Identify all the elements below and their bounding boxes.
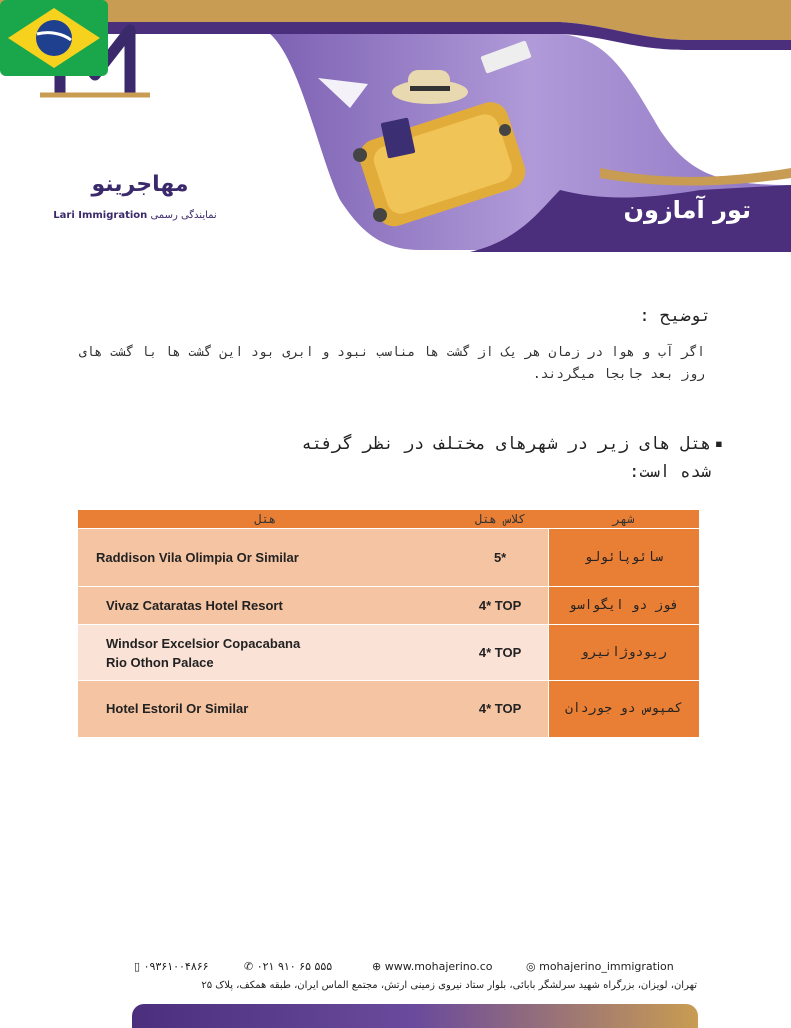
header-city: شهر <box>548 510 699 529</box>
description-title: توضیح : <box>639 306 711 326</box>
footer-instagram[interactable] <box>526 960 674 973</box>
phone-number: ۰۲۱ ۹۱۰ ۶۵ ۵۵۵ <box>256 960 333 973</box>
brazil-flag-icon <box>0 0 108 76</box>
instagram-handle: mohajerino_immigration <box>539 960 674 973</box>
brand-subtitle-en: Lari Immigration <box>53 210 148 221</box>
city-cell: فوز دو ایگواسو <box>548 587 699 625</box>
city-cell: سائوپائولو <box>548 529 699 587</box>
table-row <box>78 529 699 587</box>
footer-mobile[interactable] <box>134 960 209 973</box>
mobile-number: ۰۹۳۶۱۰۰۴۸۶۶ <box>143 960 209 973</box>
hotel-cell <box>78 529 453 587</box>
hotel-name: Vivaz Cataratas Hotel Resort <box>106 598 283 613</box>
hotel-name-line2: Rio Othon Palace <box>106 654 214 670</box>
instagram-icon: ◎ <box>526 960 536 973</box>
class-cell: 4* TOP <box>453 681 549 737</box>
mobile-icon: ▯ <box>134 960 141 973</box>
tour-title: تور آمازون <box>623 196 751 224</box>
hotels-intro-line1: هتل های زیر در شهرهای مختلف در نظر گرفته <box>301 434 711 454</box>
hotels-intro-line2: شده است: <box>629 462 711 482</box>
hotels-table <box>78 510 699 737</box>
header-class: کلاس هتل <box>453 510 549 529</box>
hotels-intro <box>191 430 723 486</box>
hotel-cell <box>78 681 453 737</box>
class-cell: 5* <box>453 529 549 587</box>
brand-subtitle-prefix: نمایندگی رسمی <box>150 210 217 221</box>
footer-phone[interactable] <box>244 960 332 973</box>
table-row <box>78 625 699 681</box>
bullet-icon: ▪ <box>714 436 723 452</box>
footer-bar <box>132 1004 698 1028</box>
table-row <box>78 681 699 737</box>
class-cell: 4* TOP <box>453 587 549 625</box>
city-cell: کمپوس دو جوردان <box>548 681 699 737</box>
footer-address: تهران، لویزان، بزرگراه شهید سرلشگر بابائی، بلوار ستاد نیروی زمینی ارتش، مجتمع الماس ایران، طبقه همکف، پلاک ۲۵ <box>201 980 697 991</box>
phone-icon: ✆ <box>244 960 254 973</box>
website-link: www.mohajerino.co <box>384 960 493 973</box>
brand-subtitle <box>40 210 230 221</box>
footer-contacts <box>132 960 698 978</box>
hotel-name: Hotel Estoril Or Similar <box>106 701 249 717</box>
brand-name: مهاجرینو <box>91 172 189 197</box>
city-cell: ریودوژانیرو <box>548 625 699 681</box>
header-banner <box>0 0 791 260</box>
table-header-row <box>78 510 699 529</box>
hotel-name: Raddison Vila Olimpia Or Similar <box>96 550 299 565</box>
description-body: اگر آب و هوا در زمان هر یک از گشت ها مناسب نبود و ابری بود این گشت ها با گشت های روز بعد جابجا میگردند. <box>78 345 705 382</box>
globe-icon: ⊕ <box>372 960 382 973</box>
footer-website[interactable] <box>372 960 493 973</box>
hotel-cell <box>78 625 453 681</box>
class-cell: 4* TOP <box>453 625 549 681</box>
hotel-name: Windsor Excelsior Copacabana <box>106 635 301 651</box>
hotel-cell <box>78 587 453 625</box>
header-hotel: هتل <box>78 510 453 529</box>
table-row <box>78 587 699 625</box>
